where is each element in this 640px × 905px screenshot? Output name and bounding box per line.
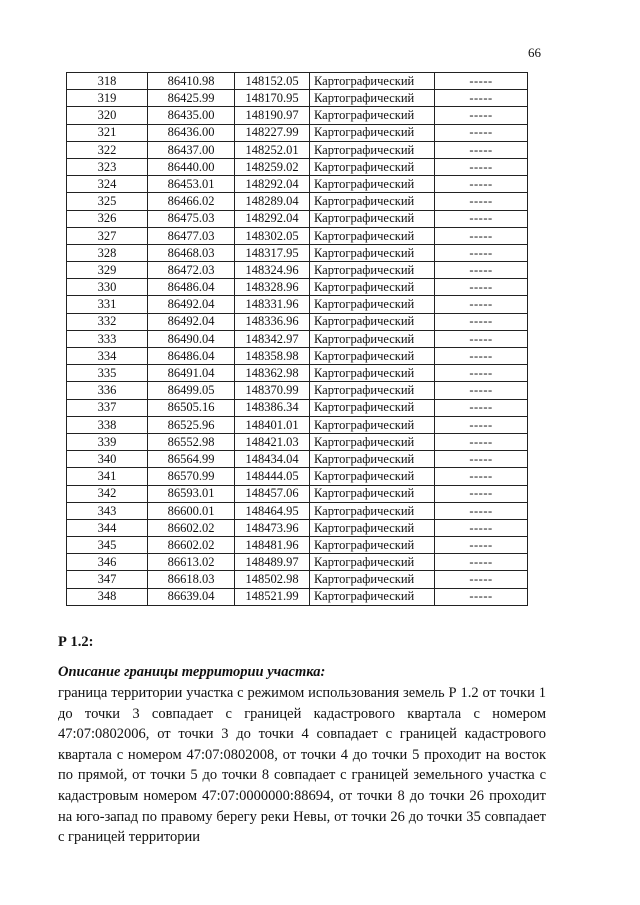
method-cell: Картографический: [310, 141, 435, 158]
table-row: [67, 193, 528, 210]
x-coordinate-cell: 86486.04: [148, 279, 235, 296]
x-coordinate-cell: 86486.04: [148, 348, 235, 365]
y-coordinate-cell: 148331.96: [235, 296, 310, 313]
table-row: [67, 571, 528, 588]
method-cell: Картографический: [310, 296, 435, 313]
method-cell: Картографический: [310, 537, 435, 554]
point-number-cell: 328: [67, 244, 148, 261]
method-cell: Картографический: [310, 193, 435, 210]
y-coordinate-cell: 148252.01: [235, 141, 310, 158]
point-number-cell: 333: [67, 330, 148, 347]
x-coordinate-cell: 86490.04: [148, 330, 235, 347]
x-coordinate-cell: 86440.00: [148, 158, 235, 175]
y-coordinate-cell: 148434.04: [235, 451, 310, 468]
note-cell: -----: [435, 227, 528, 244]
point-number-cell: 345: [67, 537, 148, 554]
table-row: [67, 141, 528, 158]
x-coordinate-cell: 86410.98: [148, 73, 235, 90]
x-coordinate-cell: 86491.04: [148, 365, 235, 382]
method-cell: Картографический: [310, 519, 435, 536]
x-coordinate-cell: 86570.99: [148, 468, 235, 485]
x-coordinate-cell: 86505.16: [148, 399, 235, 416]
table-row: [67, 485, 528, 502]
note-cell: -----: [435, 348, 528, 365]
y-coordinate-cell: 148292.04: [235, 176, 310, 193]
note-cell: -----: [435, 313, 528, 330]
x-coordinate-cell: 86564.99: [148, 451, 235, 468]
y-coordinate-cell: 148421.03: [235, 433, 310, 450]
x-coordinate-cell: 86472.03: [148, 262, 235, 279]
y-coordinate-cell: 148521.99: [235, 588, 310, 605]
table-row: [67, 176, 528, 193]
point-number-cell: 319: [67, 90, 148, 107]
section-title: Р 1.2:: [58, 634, 94, 650]
note-cell: -----: [435, 537, 528, 554]
table-row: [67, 588, 528, 605]
x-coordinate-cell: 86466.02: [148, 193, 235, 210]
table-row: [67, 279, 528, 296]
point-number-cell: 321: [67, 124, 148, 141]
note-cell: -----: [435, 296, 528, 313]
table-row: [67, 433, 528, 450]
point-number-cell: 330: [67, 279, 148, 296]
page-number: 66: [528, 45, 541, 60]
note-cell: -----: [435, 158, 528, 175]
method-cell: Картографический: [310, 588, 435, 605]
table-row: [67, 519, 528, 536]
table-row: [67, 313, 528, 330]
point-number-cell: 335: [67, 365, 148, 382]
note-cell: -----: [435, 365, 528, 382]
method-cell: Картографический: [310, 330, 435, 347]
x-coordinate-cell: 86613.02: [148, 554, 235, 571]
y-coordinate-cell: 148358.98: [235, 348, 310, 365]
table-row: [67, 124, 528, 141]
method-cell: Картографический: [310, 348, 435, 365]
method-cell: Картографический: [310, 158, 435, 175]
table-row: [67, 537, 528, 554]
y-coordinate-cell: 148227.99: [235, 124, 310, 141]
table-row: [67, 554, 528, 571]
note-cell: -----: [435, 262, 528, 279]
table-row: [67, 502, 528, 519]
y-coordinate-cell: 148170.95: [235, 90, 310, 107]
x-coordinate-cell: 86475.03: [148, 210, 235, 227]
table-row: [67, 416, 528, 433]
y-coordinate-cell: 148370.99: [235, 382, 310, 399]
table-row: [67, 210, 528, 227]
note-cell: -----: [435, 554, 528, 571]
table-row: [67, 399, 528, 416]
table-row: [67, 107, 528, 124]
method-cell: Картографический: [310, 227, 435, 244]
note-cell: -----: [435, 90, 528, 107]
method-cell: Картографический: [310, 176, 435, 193]
note-cell: -----: [435, 399, 528, 416]
point-number-cell: 327: [67, 227, 148, 244]
note-cell: -----: [435, 571, 528, 588]
point-number-cell: 336: [67, 382, 148, 399]
note-cell: -----: [435, 124, 528, 141]
method-cell: Картографический: [310, 365, 435, 382]
y-coordinate-cell: 148324.96: [235, 262, 310, 279]
note-cell: -----: [435, 330, 528, 347]
method-cell: Картографический: [310, 90, 435, 107]
point-number-cell: 324: [67, 176, 148, 193]
note-cell: -----: [435, 468, 528, 485]
x-coordinate-cell: 86593.01: [148, 485, 235, 502]
x-coordinate-cell: 86453.01: [148, 176, 235, 193]
x-coordinate-cell: 86468.03: [148, 244, 235, 261]
coordinates-table: [66, 72, 528, 606]
x-coordinate-cell: 86492.04: [148, 296, 235, 313]
point-number-cell: 347: [67, 571, 148, 588]
x-coordinate-cell: 86602.02: [148, 537, 235, 554]
method-cell: Картографический: [310, 210, 435, 227]
y-coordinate-cell: 148336.96: [235, 313, 310, 330]
table-row: [67, 90, 528, 107]
table-row: [67, 451, 528, 468]
point-number-cell: 334: [67, 348, 148, 365]
coordinates-table-body: [67, 73, 528, 606]
table-row: [67, 468, 528, 485]
table-row: [67, 330, 528, 347]
method-cell: Картографический: [310, 485, 435, 502]
note-cell: -----: [435, 244, 528, 261]
x-coordinate-cell: 86600.01: [148, 502, 235, 519]
point-number-cell: 340: [67, 451, 148, 468]
y-coordinate-cell: 148502.98: [235, 571, 310, 588]
method-cell: Картографический: [310, 502, 435, 519]
note-cell: -----: [435, 588, 528, 605]
x-coordinate-cell: 86552.98: [148, 433, 235, 450]
y-coordinate-cell: 148401.01: [235, 416, 310, 433]
description-heading: Описание границы территории участка:: [58, 664, 326, 680]
x-coordinate-cell: 86639.04: [148, 588, 235, 605]
method-cell: Картографический: [310, 244, 435, 261]
table-row: [67, 73, 528, 90]
y-coordinate-cell: 148481.96: [235, 537, 310, 554]
method-cell: Картографический: [310, 451, 435, 468]
point-number-cell: 320: [67, 107, 148, 124]
x-coordinate-cell: 86477.03: [148, 227, 235, 244]
y-coordinate-cell: 148342.97: [235, 330, 310, 347]
table-row: [67, 348, 528, 365]
note-cell: -----: [435, 176, 528, 193]
point-number-cell: 323: [67, 158, 148, 175]
note-cell: -----: [435, 382, 528, 399]
table-row: [67, 296, 528, 313]
description-text: граница территории участка с режимом использования земель Р 1.2 от точки 1 до точки 3 совпадает с границей кадастрового квартала с номером 47:07:0802006, от точки 3 до точки 4 совпадает с границей кадастрового квартала с номером 47:07:0802008, от точки 4 до точки 5 проходит на восток по прямой, от точки 5 до точки 8 совпадает с границей земельного участка с кадастровым номером 47:07:0000000:88694, от точки 8 до точки 26 проходит на юго-запад по правому берегу реки Невы, от точки 26 до точки 35 совпадает с границей территории: [58, 685, 546, 846]
y-coordinate-cell: 148362.98: [235, 365, 310, 382]
point-number-cell: 326: [67, 210, 148, 227]
y-coordinate-cell: 148302.05: [235, 227, 310, 244]
table-row: [67, 365, 528, 382]
point-number-cell: 325: [67, 193, 148, 210]
note-cell: -----: [435, 73, 528, 90]
method-cell: Картографический: [310, 73, 435, 90]
note-cell: -----: [435, 279, 528, 296]
point-number-cell: 337: [67, 399, 148, 416]
point-number-cell: 332: [67, 313, 148, 330]
y-coordinate-cell: 148386.34: [235, 399, 310, 416]
point-number-cell: 318: [67, 73, 148, 90]
note-cell: -----: [435, 519, 528, 536]
note-cell: -----: [435, 193, 528, 210]
note-cell: -----: [435, 141, 528, 158]
y-coordinate-cell: 148328.96: [235, 279, 310, 296]
y-coordinate-cell: 148289.04: [235, 193, 310, 210]
x-coordinate-cell: 86618.03: [148, 571, 235, 588]
y-coordinate-cell: 148317.95: [235, 244, 310, 261]
point-number-cell: 343: [67, 502, 148, 519]
point-number-cell: 346: [67, 554, 148, 571]
method-cell: Картографический: [310, 433, 435, 450]
table-row: [67, 227, 528, 244]
method-cell: Картографический: [310, 468, 435, 485]
note-cell: -----: [435, 416, 528, 433]
y-coordinate-cell: 148152.05: [235, 73, 310, 90]
method-cell: Картографический: [310, 382, 435, 399]
y-coordinate-cell: 148259.02: [235, 158, 310, 175]
y-coordinate-cell: 148444.05: [235, 468, 310, 485]
method-cell: Картографический: [310, 107, 435, 124]
point-number-cell: 338: [67, 416, 148, 433]
point-number-cell: 322: [67, 141, 148, 158]
point-number-cell: 331: [67, 296, 148, 313]
y-coordinate-cell: 148489.97: [235, 554, 310, 571]
table-row: [67, 244, 528, 261]
method-cell: Картографический: [310, 399, 435, 416]
x-coordinate-cell: 86525.96: [148, 416, 235, 433]
method-cell: Картографический: [310, 262, 435, 279]
y-coordinate-cell: 148473.96: [235, 519, 310, 536]
x-coordinate-cell: 86602.02: [148, 519, 235, 536]
x-coordinate-cell: 86436.00: [148, 124, 235, 141]
method-cell: Картографический: [310, 279, 435, 296]
point-number-cell: 341: [67, 468, 148, 485]
point-number-cell: 339: [67, 433, 148, 450]
method-cell: Картографический: [310, 554, 435, 571]
note-cell: -----: [435, 502, 528, 519]
point-number-cell: 344: [67, 519, 148, 536]
point-number-cell: 329: [67, 262, 148, 279]
x-coordinate-cell: 86499.05: [148, 382, 235, 399]
x-coordinate-cell: 86437.00: [148, 141, 235, 158]
note-cell: -----: [435, 451, 528, 468]
method-cell: Картографический: [310, 124, 435, 141]
table-row: [67, 382, 528, 399]
x-coordinate-cell: 86435.00: [148, 107, 235, 124]
note-cell: -----: [435, 485, 528, 502]
y-coordinate-cell: 148190.97: [235, 107, 310, 124]
point-number-cell: 348: [67, 588, 148, 605]
y-coordinate-cell: 148464.95: [235, 502, 310, 519]
table-row: [67, 158, 528, 175]
point-number-cell: 342: [67, 485, 148, 502]
method-cell: Картографический: [310, 571, 435, 588]
method-cell: Картографический: [310, 313, 435, 330]
x-coordinate-cell: 86425.99: [148, 90, 235, 107]
table-row: [67, 262, 528, 279]
note-cell: -----: [435, 433, 528, 450]
note-cell: -----: [435, 107, 528, 124]
method-cell: Картографический: [310, 416, 435, 433]
x-coordinate-cell: 86492.04: [148, 313, 235, 330]
y-coordinate-cell: 148457.06: [235, 485, 310, 502]
y-coordinate-cell: 148292.04: [235, 210, 310, 227]
note-cell: -----: [435, 210, 528, 227]
